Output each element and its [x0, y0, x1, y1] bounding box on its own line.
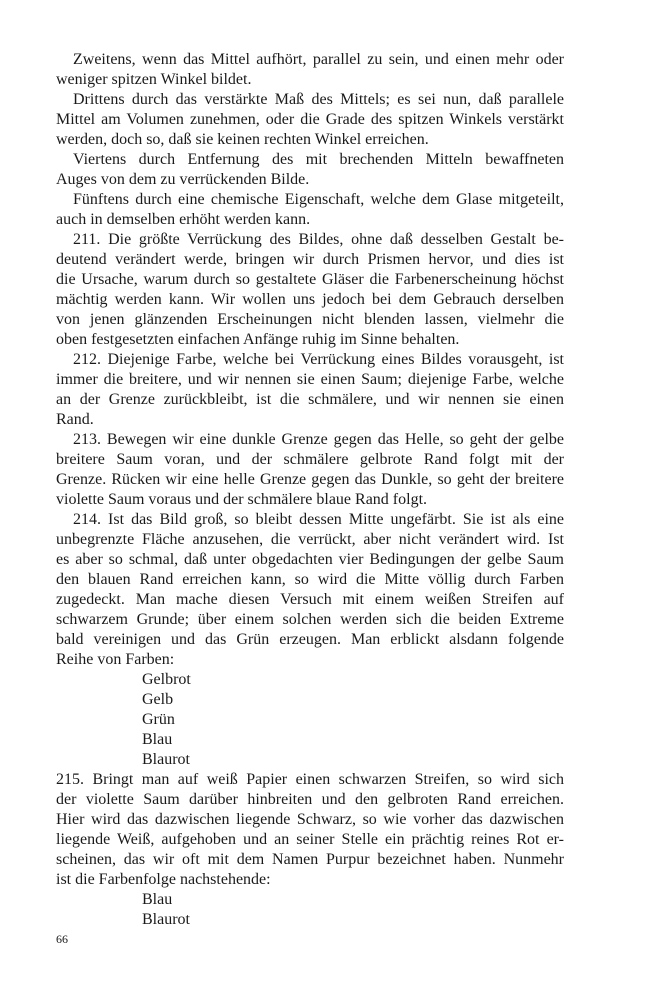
text-line: deutend verändert werde, bringen wir durch Prismen hervor, und dies ist — [56, 251, 564, 268]
text-line: unbegrenzte Fläche anzusehen, die verrückt, aber nicht verändert wird. Ist — [56, 531, 564, 548]
text-line: weniger spitzen Winkel bildet. — [56, 71, 252, 88]
color-list-item: Gelbrot — [142, 671, 191, 688]
color-list-item: Blaurot — [142, 911, 190, 928]
text-line: Grenze. Rücken wir eine helle Grenze gegen das Dunkle, so geht der breitere — [56, 471, 564, 488]
text-line: breitere Saum voran, und der schmälere gelbrote Rand folgt mit der — [56, 451, 564, 468]
text-line: werden, doch so, daß sie keinen rechten Winkel erreichen. — [56, 131, 429, 148]
text-line: Zweitens, wenn das Mittel aufhört, parallel zu sein, und einen mehr oder — [73, 51, 564, 68]
text-line: Reihe von Farben: — [56, 651, 175, 668]
text-line: Drittens durch das verstärkte Maß des Mittels; es sei nun, daß parallele — [73, 91, 564, 108]
color-list-item: Grün — [142, 711, 175, 728]
color-list-item: Blaurot — [142, 751, 190, 768]
text-line: den blauen Rand erreichen kann, so wird die Mitte völlig durch Farben — [56, 571, 564, 588]
text-line: 211. Die größte Verrückung des Bildes, ohne daß desselben Gestalt be- — [73, 231, 564, 248]
text-line: Fünftens durch eine chemische Eigenschaft, welche dem Glase mitgeteilt, — [73, 191, 564, 208]
color-list-item: Blau — [142, 891, 173, 908]
text-line: immer die breitere, und wir nennen sie einen Saum; diejenige Farbe, welche — [56, 371, 564, 388]
text-line: mächtig werden kann. Wir wollen uns jedoch bei dem Gebrauch derselben — [56, 291, 564, 308]
page-body — [56, 50, 564, 930]
text-line: violette Saum voraus und der schmälere blaue Rand folgt. — [56, 491, 428, 508]
text-line: an der Grenze zurückbleibt, ist die schmälere, und wir nennen sie einen — [56, 391, 564, 408]
text-line: auch in demselben erhöht werden kann. — [56, 211, 311, 228]
text-line: es aber so schmal, daß unter obgedachten vier Bedingungen der gelbe Saum — [56, 551, 564, 568]
page-number: 66 — [56, 932, 68, 946]
text-line: 213. Bewegen wir eine dunkle Grenze gegen das Helle, so geht der gelbe — [73, 431, 564, 448]
text-line: 214. Ist das Bild groß, so bleibt dessen Mitte ungefärbt. Sie ist als eine — [73, 511, 564, 528]
text-line: bald vereinigen und das Grün erzeugen. Man erblickt alsdann folgende — [56, 631, 564, 648]
text-line: zugedeckt. Man mache diesen Versuch mit einem weißen Streifen auf — [56, 591, 564, 608]
color-list-item: Gelb — [142, 691, 174, 708]
text-line: Viertens durch Entfernung des mit brechenden Mitteln bewaffneten — [73, 151, 564, 168]
text-line: schwarzem Grunde; über einem solchen werden sich die beiden Extreme — [56, 611, 564, 628]
text-line: Auges von dem zu verrückenden Bilde. — [56, 171, 310, 188]
text-line: scheinen, das wir oft mit dem Namen Purpur bezeichnet haben. Nunmehr — [56, 851, 564, 868]
text-line: ist die Farbenfolge nachstehende: — [56, 871, 271, 888]
text-line: liegende Weiß, aufgehoben und an seiner Stelle ein prächtig reines Rot er- — [56, 831, 564, 848]
color-list-item: Blau — [142, 731, 173, 748]
text-line: der violette Saum darüber hinbreiten und den gelbroten Rand erreichen. — [56, 791, 564, 808]
text-line: Mittel am Volumen zunehmen, oder die Grade des spitzen Winkels verstärkt — [56, 111, 564, 128]
text-line: Rand. — [56, 411, 94, 428]
text-line: 215. Bringt man auf weiß Papier einen schwarzen Streifen, so wird sich — [56, 771, 564, 788]
text-line: oben festgesetzten einfachen Anfänge ruhig im Sinne behalten. — [56, 331, 460, 348]
text-line: 212. Diejenige Farbe, welche bei Verrückung eines Bildes vorausgeht, ist — [73, 351, 564, 368]
text-line: die Ursache, warum durch so gestaltete Gläser die Farbenerscheinung höchst — [56, 271, 564, 288]
text-line: Hier wird das dazwischen liegende Schwarz, so wie vorher das dazwischen — [56, 811, 564, 828]
text-line: von jenen glänzenden Erscheinungen nicht blenden lassen, vielmehr die — [56, 311, 564, 328]
